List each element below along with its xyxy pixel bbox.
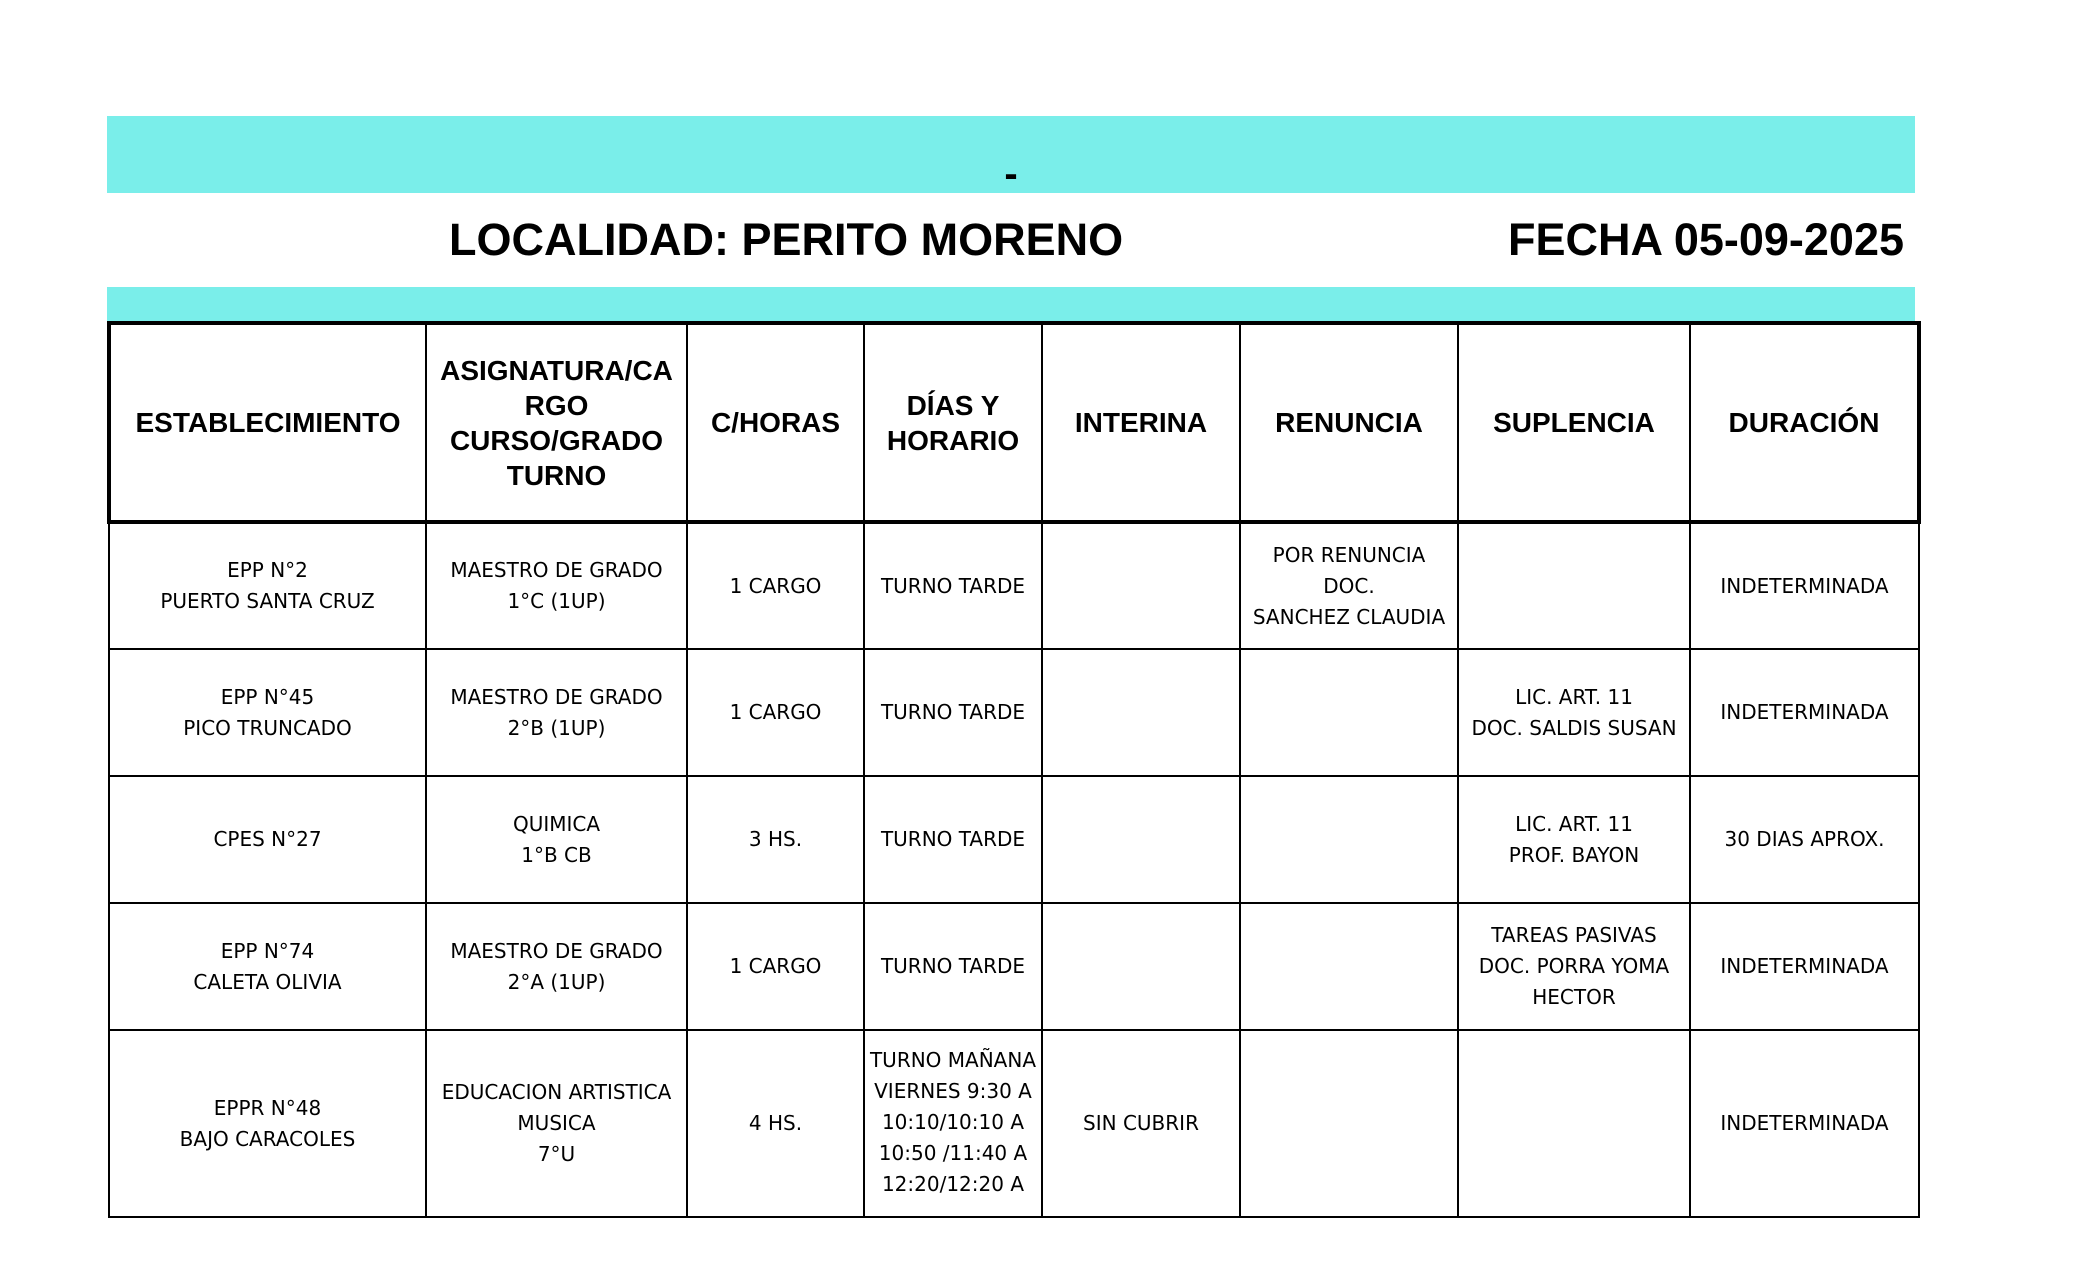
table-header-row bbox=[109, 323, 1919, 522]
cell-renuncia: POR RENUNCIA DOC. SANCHEZ CLAUDIA bbox=[1240, 522, 1458, 649]
cell-establecimiento: EPPR N°48 BAJO CARACOLES bbox=[109, 1030, 426, 1217]
table-row bbox=[109, 649, 1919, 776]
cell-interina bbox=[1042, 649, 1240, 776]
column-header: INTERINA bbox=[1042, 323, 1240, 522]
column-header: DURACIÓN bbox=[1690, 323, 1919, 522]
cell-asignatura: QUIMICA 1°B CB bbox=[426, 776, 687, 903]
cell-establecimiento: EPP N°45 PICO TRUNCADO bbox=[109, 649, 426, 776]
cell-suplencia: LIC. ART. 11 PROF. BAYON bbox=[1458, 776, 1690, 903]
column-header: ASIGNATURA/CARGO CURSO/GRADO TURNO bbox=[426, 323, 687, 522]
cell-establecimiento: CPES N°27 bbox=[109, 776, 426, 903]
table-row bbox=[109, 1030, 1919, 1217]
cell-horario: TURNO TARDE bbox=[864, 649, 1042, 776]
cell-renuncia bbox=[1240, 903, 1458, 1030]
cell-suplencia: TAREAS PASIVAS DOC. PORRA YOMA HECTOR bbox=[1458, 903, 1690, 1030]
cell-horario: TURNO TARDE bbox=[864, 903, 1042, 1030]
cell-interina bbox=[1042, 776, 1240, 903]
cell-renuncia bbox=[1240, 776, 1458, 903]
cell-horario bbox=[864, 1030, 1042, 1217]
cell-interina bbox=[1042, 522, 1240, 649]
date-title: FECHA 05-09-2025 bbox=[1508, 214, 1905, 265]
header-band-top bbox=[107, 116, 1915, 196]
header-band-bottom bbox=[107, 287, 1915, 321]
cell-asignatura: EDUCACION ARTISTICA MUSICA 7°U bbox=[426, 1030, 687, 1217]
cell-horario: TURNO TARDE bbox=[864, 776, 1042, 903]
column-header: RENUNCIA bbox=[1240, 323, 1458, 522]
cell-asignatura: MAESTRO DE GRADO 2°B (1UP) bbox=[426, 649, 687, 776]
locality-title: LOCALIDAD: PERITO MORENO bbox=[449, 214, 1124, 265]
cell-duracion: INDETERMINADA bbox=[1690, 522, 1919, 649]
cell-suplencia: LIC. ART. 11 DOC. SALDIS SUSAN bbox=[1458, 649, 1690, 776]
cell-suplencia bbox=[1458, 522, 1690, 649]
cell-renuncia bbox=[1240, 649, 1458, 776]
cell-duracion: 30 DIAS APROX. bbox=[1690, 776, 1919, 903]
table-row bbox=[109, 903, 1919, 1030]
column-header: C/HORAS bbox=[687, 323, 864, 522]
cell-establecimiento: EPP N°74 CALETA OLIVIA bbox=[109, 903, 426, 1030]
cell-duracion: INDETERMINADA bbox=[1690, 1030, 1919, 1217]
cell-asignatura: MAESTRO DE GRADO 2°A (1UP) bbox=[426, 903, 687, 1030]
cell-horas: 1 CARGO bbox=[687, 649, 864, 776]
table-row bbox=[109, 776, 1919, 903]
cell-duracion: INDETERMINADA bbox=[1690, 903, 1919, 1030]
horario-clip bbox=[869, 1048, 1037, 1196]
cell-establecimiento: EPP N°2 PUERTO SANTA CRUZ bbox=[109, 522, 426, 649]
column-header: ESTABLECIMIENTO bbox=[109, 323, 426, 522]
cell-horario: TURNO TARDE bbox=[864, 522, 1042, 649]
cell-suplencia bbox=[1458, 1030, 1690, 1217]
cell-horas: 1 CARGO bbox=[687, 903, 864, 1030]
column-header: SUPLENCIA bbox=[1458, 323, 1690, 522]
cell-interina: SIN CUBRIR bbox=[1042, 1030, 1240, 1217]
header-dash: - bbox=[1004, 152, 1018, 196]
table-row bbox=[109, 522, 1919, 649]
cell-duracion: INDETERMINADA bbox=[1690, 649, 1919, 776]
cell-horas: 1 CARGO bbox=[687, 522, 864, 649]
cell-horas: 3 HS. bbox=[687, 776, 864, 903]
cell-renuncia bbox=[1240, 1030, 1458, 1217]
cell-horas: 4 HS. bbox=[687, 1030, 864, 1217]
cell-interina bbox=[1042, 903, 1240, 1030]
vacancies-table bbox=[107, 321, 1921, 1218]
cell-asignatura: MAESTRO DE GRADO 1°C (1UP) bbox=[426, 522, 687, 649]
column-header: DÍAS Y HORARIO bbox=[864, 323, 1042, 522]
horario-text: TURNO MAÑANA VIERNES 9:30 A 10:10/10:10 A 10:50 /11:40 A 12:20/12:20 A bbox=[869, 1048, 1037, 1196]
